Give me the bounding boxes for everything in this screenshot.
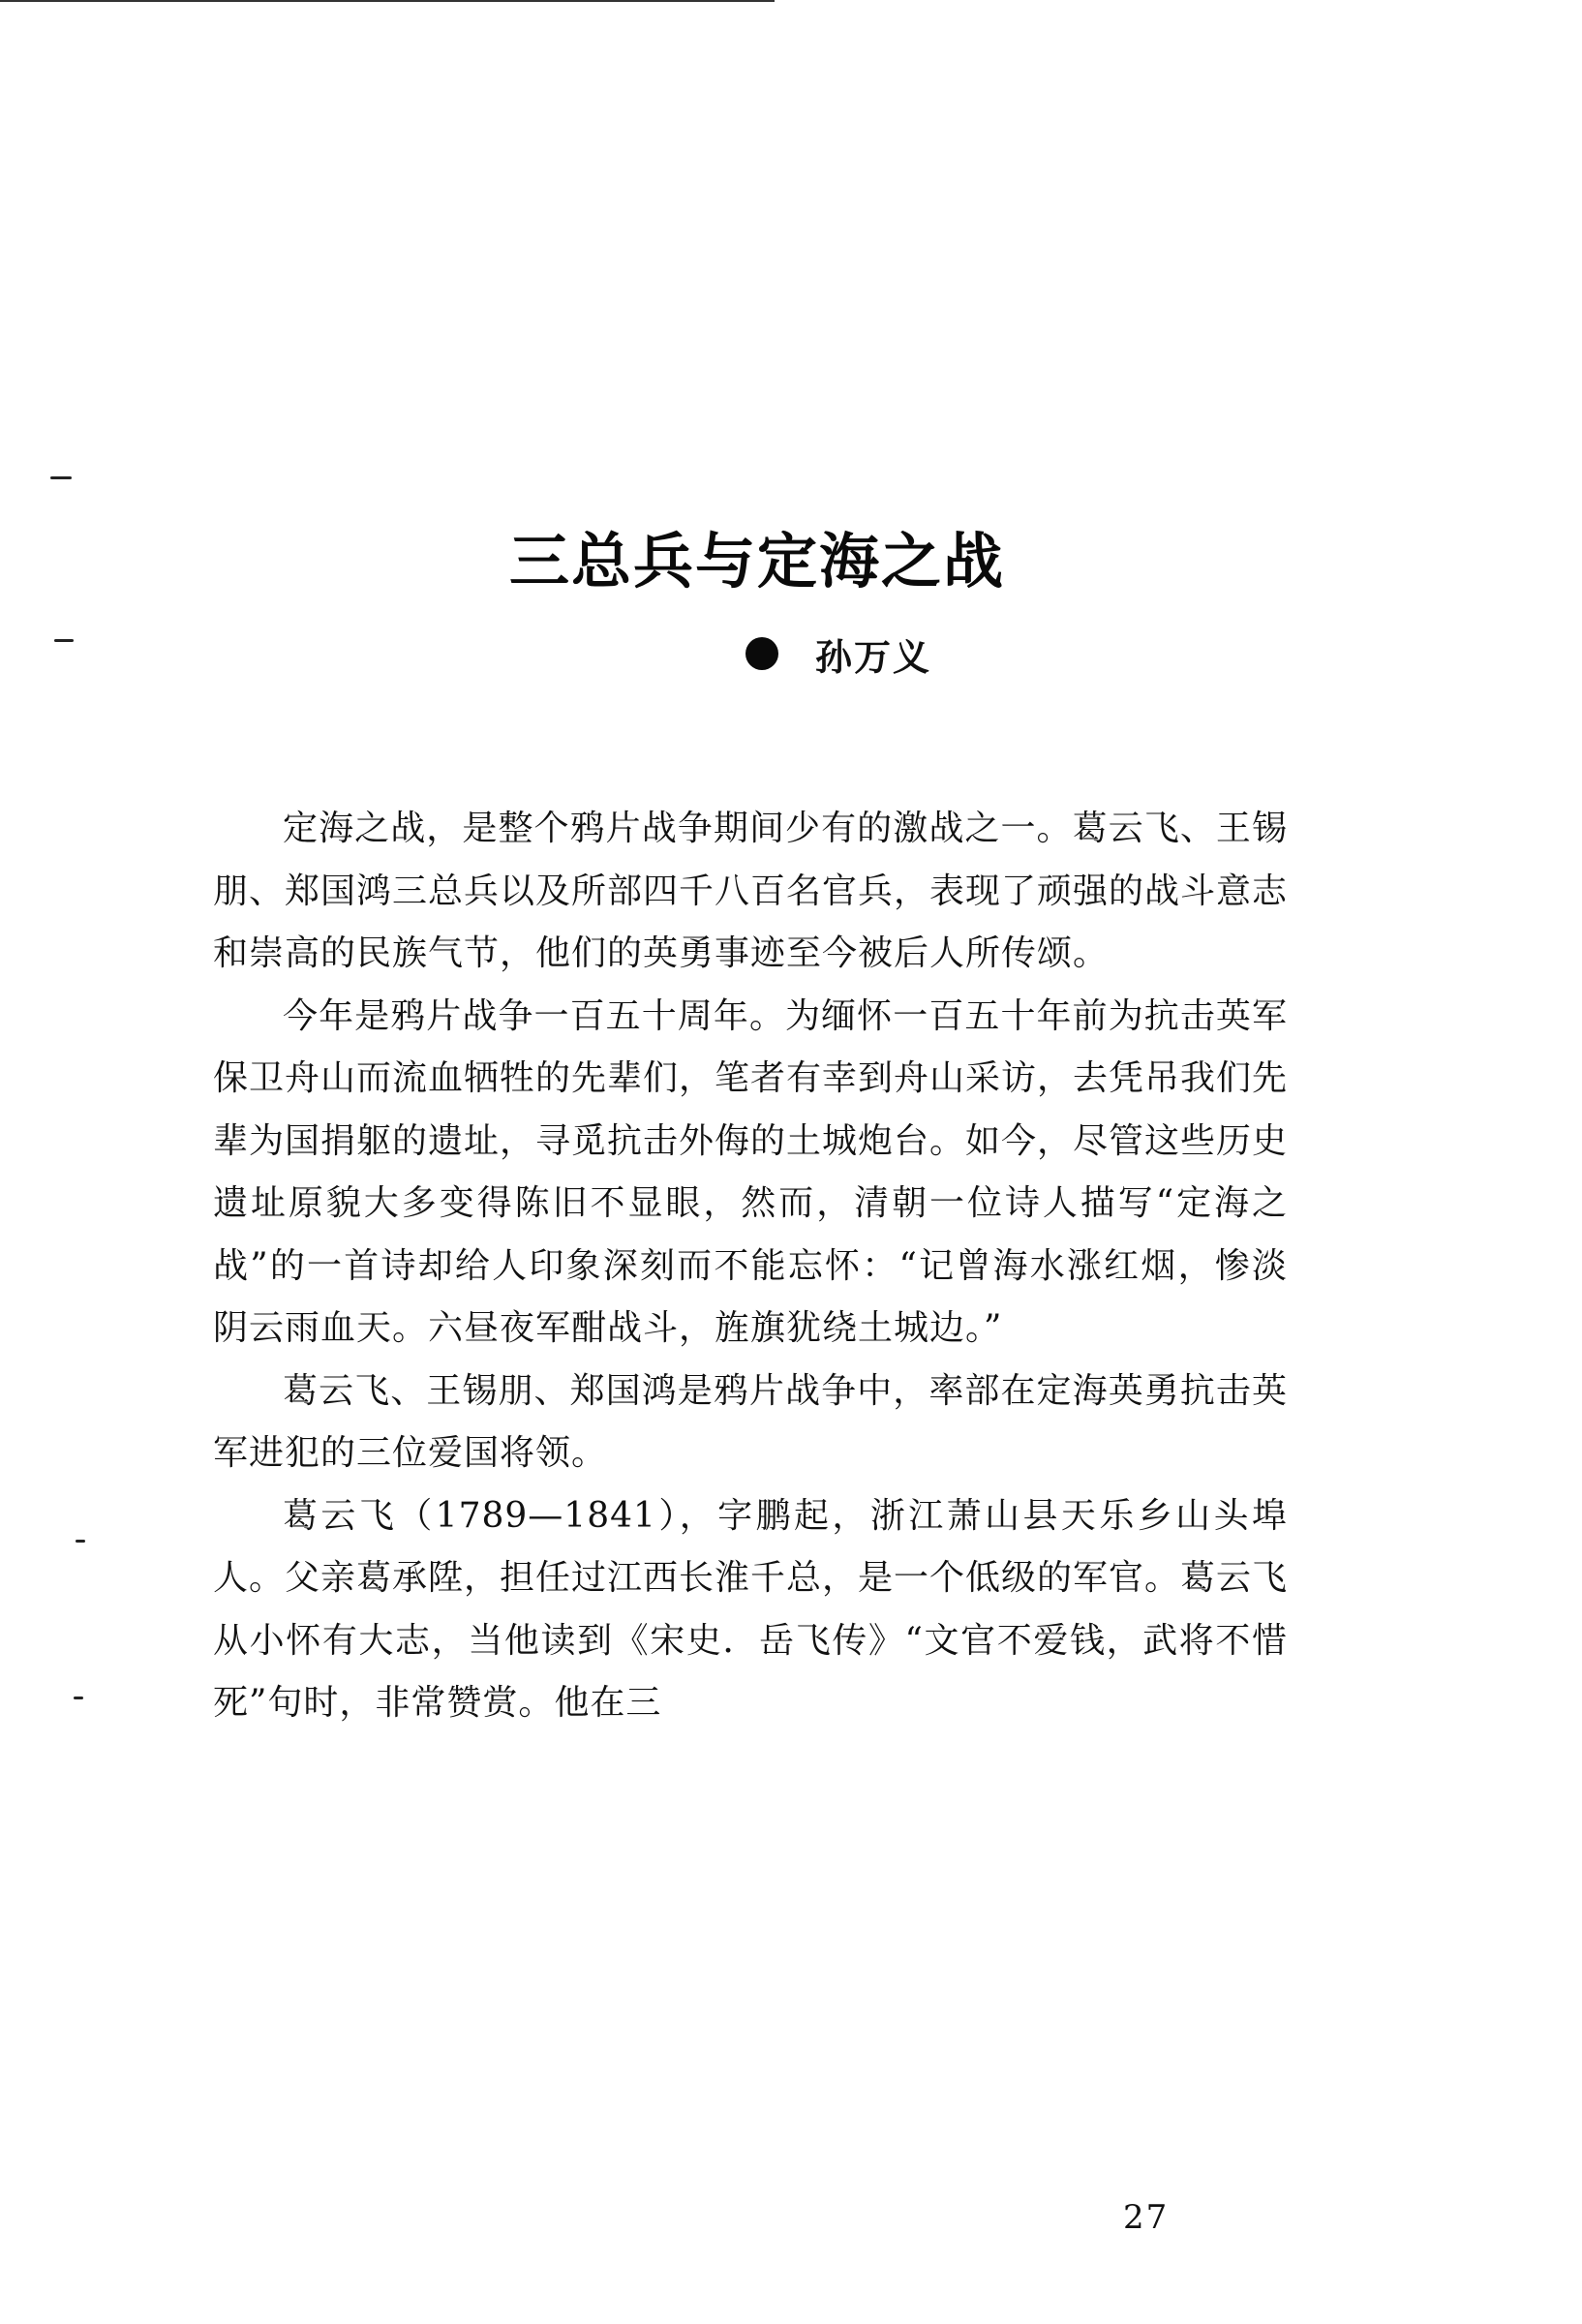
margin-mark: [50, 476, 72, 479]
article-title: 三总兵与定海之战: [508, 525, 1005, 596]
article-body: [213, 798, 1288, 1735]
paragraph: 定海之战，是整个鸦片战争期间少有的激战之一。葛云飞、王锡朋、郑国鸿三总兵以及所部四千八百名官兵，表现了顽强的战斗意志和崇高的民族气节，他们的英勇事迹至今被后人所传颂。: [213, 809, 1289, 973]
margin-mark: [54, 639, 74, 642]
bullet-icon: [745, 637, 778, 670]
margin-mark: [74, 1697, 83, 1699]
margin-mark: [76, 1540, 85, 1543]
paragraph: 今年是鸦片战争一百五十周年。为缅怀一百五十年前为抗击英军保卫舟山而流血牺牲的先辈们，笔者有幸到舟山采访，去凭吊我们先辈为国捐躯的遗址，寻觅抗击外侮的土城炮台。如今，尽管这些历史遗址原貌大多变得陈旧不显眼，然而，清朝一位诗人描写“定海之战”的一首诗却给人印象深刻而不能忘怀：“记曾海水涨红烟，惨淡阴云雨血天。六昼夜军酣战斗，旌旗犹绕土城边。”: [213, 995, 1289, 1348]
byline: [745, 625, 931, 683]
author-name: 孙万义: [815, 635, 932, 679]
top-scan-rule: [0, 0, 775, 2]
page-number: 27: [1123, 2198, 1170, 2237]
paragraph: 葛云飞（1789—1841），字鹏起，浙江萧山县天乐乡山头埠人。父亲葛承陞，担任过江西长淮千总，是一个低级的军官。葛云飞从小怀有大志，当他读到《宋史．岳飞传》“文官不爱钱，武将不惜死”句时，非常赞赏。他在三: [213, 1495, 1289, 1723]
paragraph: 葛云飞、王锡朋、郑国鸿是鸦片战争中，率部在定海英勇抗击英军进犯的三位爱国将领。: [213, 1370, 1288, 1473]
